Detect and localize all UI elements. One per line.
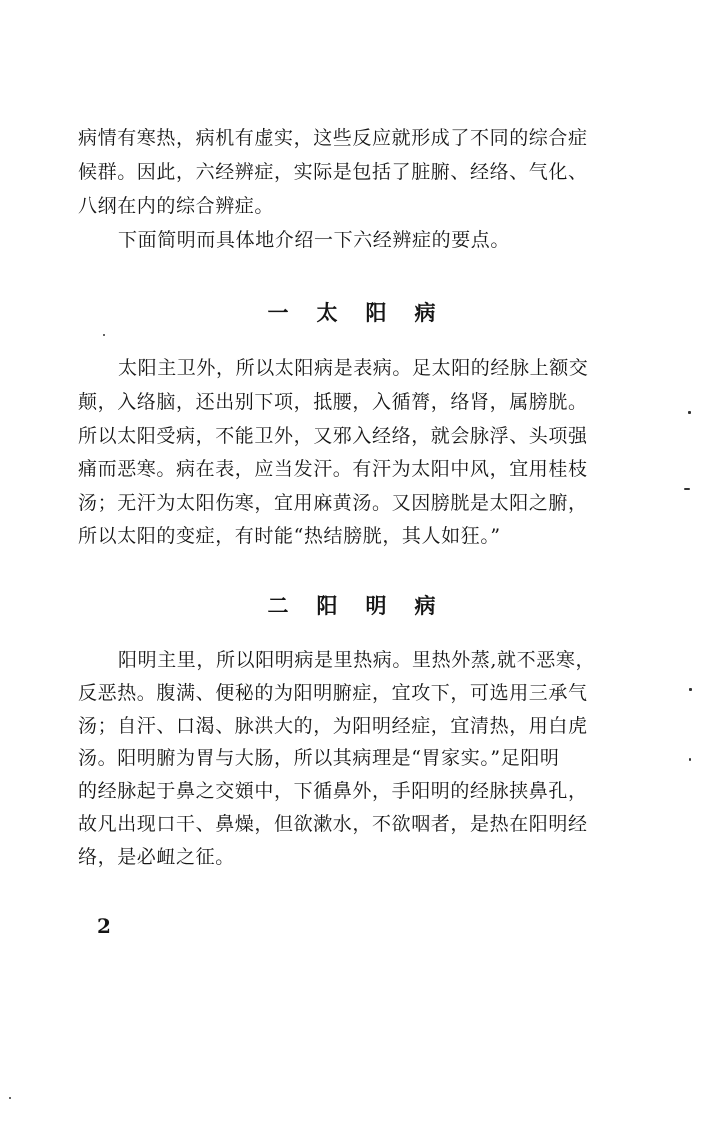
heading-char: 阳	[316, 593, 338, 618]
body-text-line: 汤；无汗为太阳伤寒，宜用麻黄汤。又因膀胱是太阳之腑，	[78, 492, 588, 514]
body-text-line: 病情有寒热，病机有虚实，这些反应就形成了不同的综合症	[78, 127, 588, 149]
page-number: 2	[97, 914, 111, 938]
body-text-line: 汤。阳明腑为胃与大肠，所以其病理是“胃家实。”足阳明	[78, 747, 560, 769]
heading-char: 病	[414, 593, 436, 618]
heading-char: 病	[414, 300, 436, 325]
body-text-line: 络，是必衄之征。	[78, 846, 235, 868]
scan-speck	[9, 1097, 11, 1099]
heading-char: 阳	[365, 300, 387, 325]
body-text-line: 下面简明而具体地介绍一下六经辨症的要点。	[118, 229, 511, 251]
section-heading-yangming	[0, 593, 703, 619]
scan-speck	[689, 688, 692, 691]
body-text-line: 故凡出现口干、鼻燥，但欲漱水，不欲咽者，是热在阳明经	[78, 813, 588, 835]
body-text-line: 太阳主卫外，所以太阳病是表病。足太阳的经脉上额交	[118, 357, 589, 379]
body-text-line: 汤；自汗、口渴、脉洪大的，为阳明经症，宜清热，用白虎	[78, 715, 588, 737]
body-text-line: 颠，入络脑，还出别下项，抵腰，入循膂，络肾，属膀胱。	[78, 391, 588, 413]
heading-char: 一	[267, 300, 289, 325]
heading-char: 明	[365, 593, 387, 618]
heading-char: 太	[316, 300, 338, 325]
body-text-line: 所以太阳的变症，有时能“热结膀胱，其人如狂。”	[78, 525, 501, 547]
body-text-line: 的经脉起于鼻之交頞中，下循鼻外，手阳明的经脉挟鼻孔，	[78, 780, 588, 802]
scan-speck	[103, 334, 105, 336]
heading-char: 二	[267, 593, 289, 618]
body-text-line: 八纲在内的综合辨症。	[78, 195, 275, 217]
scan-speck	[684, 488, 690, 490]
scan-speck	[688, 411, 691, 414]
body-text-line: 所以太阳受病，不能卫外，又邪入经络，就会脉浮、头项强	[78, 425, 588, 447]
section-heading-taiyang	[0, 300, 703, 326]
body-text-line: 痛而恶寒。病在表，应当发汗。有汗为太阳中风，宜用桂枝	[78, 458, 588, 480]
body-text-line: 反恶热。腹满、便秘的为阳明腑症，宜攻下，可选用三承气	[78, 682, 588, 704]
scan-speck	[689, 758, 691, 761]
body-text-line: 候群。因此，六经辨症，实际是包括了脏腑、经络、气化、	[78, 161, 588, 183]
body-text-line: 阳明主里，所以阳明病是里热病。里热外蒸,就不恶寒，	[118, 649, 596, 671]
